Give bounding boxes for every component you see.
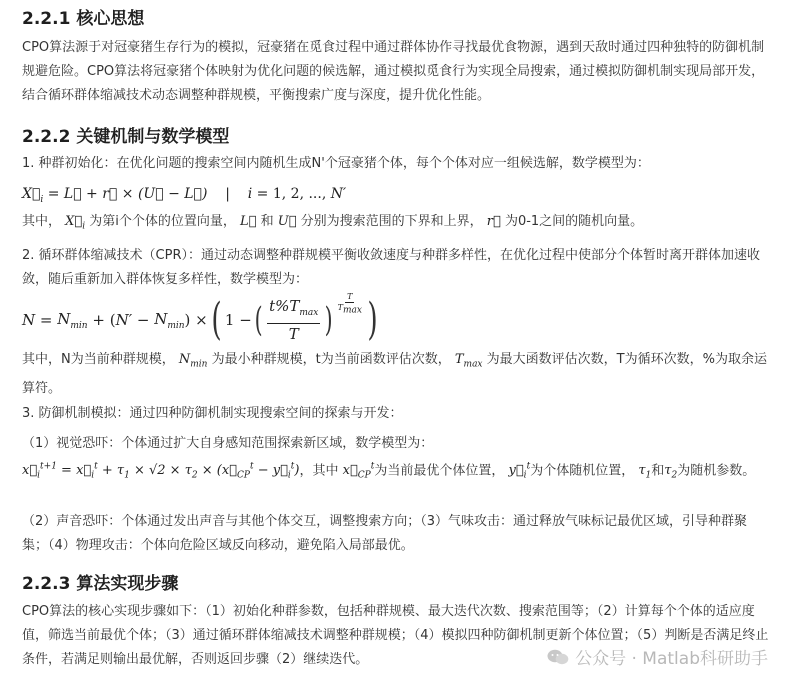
item-2-label: 2. 循环群体缩减技术（CPR）：通过动态调整种群规模平衡收敛速度与种群多样性，在优化过程中使部分个体暂时离开群体加速收敛，随后重新加入群体恢复多样性，数学模型为：	[22, 248, 760, 287]
wechat-icon	[547, 648, 569, 666]
formula-1-explanation: 其中， $X⃗_i$ 为第i个个体的位置向量， L⃗ 和 U⃗ 分别为搜索范围的下界和上界， r⃗ 为0-1之间的随机向量。	[22, 214, 644, 232]
sub-items-2-4: （2）声音恐吓：个体通过发出声音与其他个体交互，调整搜索方向；（3）气味攻击：通过释放气味标记最优区域，引导种群聚集；（4）物理攻击：个体向危险区域反向移动，避免陷入局部最优。	[22, 514, 748, 553]
watermark-text: 公众号 · Matlab科研助手	[575, 649, 768, 669]
sub-item-visual-label: （1）视觉恐吓：个体通过扩大自身感知范围探索新区域，数学模型为：	[22, 436, 434, 451]
item-3-label: 3. 防御机制模拟：通过四种防御机制实现搜索空间的探索与开发：	[22, 406, 403, 421]
section-paragraph-2-2-3: CPO算法的核心实现步骤如下：（1）初始化种群参数，包括种群规模、最大迭代次数、搜索范围等；（2）计算每个个体的适应度值，筛选当前最优个体；（3）通过循环群体缩减技术调整种群规模；（4）模拟四种防御机制更新个体位置；（5）判断是否满足终止条件，若满足则输出最优解，否则返回步骤（2）继续迭代。	[22, 604, 769, 667]
formula-population-init: $X⃗_i$ = L⃗ + r⃗ × (U⃗ − L⃗) | i = 1, 2, ..., N′	[22, 186, 347, 205]
item-1-label: 1. 种群初始化：在优化问题的搜索空间内随机生成N'个冠豪猪个体，每个个体对应一组候选解，数学模型为：	[22, 156, 650, 171]
section-title-2-2-3: 2.2.3 算法实现步骤	[22, 574, 179, 594]
formula-cpr: N = $N_{min}$ + ( N′ − $N_{min}$ ) × ( 1 − ( $\frac{t\%T_{max}}{T}$ ) $\frac{T}{T_{max}}$ )	[22, 292, 378, 345]
watermark	[547, 644, 768, 669]
sub-item-visual-formula: $x⃗_i^{t+1}$ = $x⃗_i^t + \tau_1 \times √2 \times \tau_2$ × ($x⃗_{CP}^t$ − $y⃗_i^t$)，其中 $x⃗_{CP}^t$为当前最优个体位置， $y⃗_i^t$为个体随机位置， $\tau_1$和$\tau_2$为随机参数。	[22, 462, 756, 481]
formula-2-explanation: 其中，N为当前种群规模， $N_{min}$ 为最小种群规模，t为当前函数评估次数， $T_{max}$ 为最大函数评估次数，T为循环次数，%为取余运算符。	[22, 352, 767, 396]
section-title-2-2-2: 2.2.2 关键机制与数学模型	[22, 127, 230, 147]
section-title-2-2-1: 2.2.1 核心思想	[22, 9, 145, 29]
section-paragraph-2-2-1: CPO算法源于对冠豪猪生存行为的模拟，冠豪猪在觅食过程中通过群体协作寻找最优食物源，遇到天敌时通过四种独特的防御机制规避危险。CPO算法将冠豪猪个体映射为优化问题的候选解，通过模拟觅食行为实现全局搜索，通过模拟防御机制实现局部开发，结合循环群体缩减技术动态调整种群规模，平衡搜索广度与深度，提升优化性能。	[22, 40, 765, 103]
